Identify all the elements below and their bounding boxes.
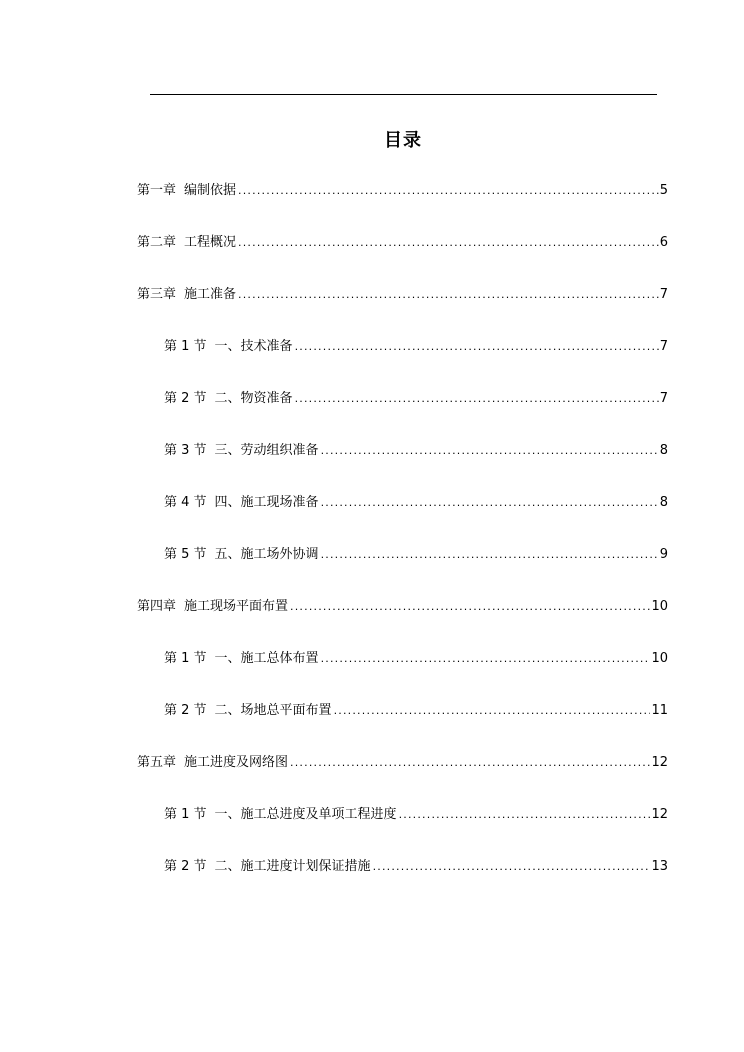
- toc-entry-title: 工程概况: [184, 235, 237, 250]
- toc-entry-label: [164, 336, 293, 358]
- toc-entry-section-3-5[interactable]: [164, 544, 668, 566]
- toc-entry-number: 第 4 节: [164, 495, 207, 510]
- toc-entry-page: 10: [651, 651, 668, 666]
- toc-entry-label: [137, 596, 288, 618]
- toc-entry-section-3-1[interactable]: [164, 336, 668, 358]
- toc-entry-number: 第 5 节: [164, 547, 207, 562]
- toc-entry-chapter-4[interactable]: [137, 596, 668, 618]
- toc-entry-number: 第 1 节: [164, 339, 207, 354]
- toc-entry-number: 第四章: [137, 599, 177, 614]
- toc-dot-leader: [321, 440, 659, 462]
- toc-entry-label: [164, 648, 319, 670]
- toc-entry-number: 第五章: [137, 755, 177, 770]
- toc-dot-leader: [290, 752, 650, 774]
- toc-entry-title: 二、场地总平面布置: [214, 703, 332, 718]
- toc-entry-label: [164, 700, 332, 722]
- toc-entry-title: 二、物资准备: [214, 391, 293, 406]
- toc-title: 目录: [384, 130, 422, 151]
- toc-entry-chapter-2[interactable]: [137, 232, 668, 254]
- toc-entry-page: 8: [659, 495, 668, 510]
- toc-entry-section-5-1[interactable]: [164, 804, 668, 826]
- toc-dot-leader: [238, 180, 659, 202]
- toc-entry-label: [164, 388, 293, 410]
- toc-dot-leader: [334, 700, 651, 722]
- toc-entry-section-3-3[interactable]: [164, 440, 668, 462]
- toc-entry-title: 一、施工总体布置: [214, 651, 319, 666]
- toc-dot-leader: [295, 388, 659, 410]
- toc-entry-number: 第三章: [137, 287, 177, 302]
- toc-dot-leader: [373, 856, 651, 878]
- toc-dot-leader: [238, 232, 659, 254]
- toc-entry-label: [137, 284, 236, 306]
- toc-entry-label: [164, 440, 319, 462]
- toc-entry-title: 五、施工场外协调: [214, 547, 319, 562]
- toc-dot-leader: [321, 492, 659, 514]
- toc-entry-section-4-1[interactable]: [164, 648, 668, 670]
- toc-entry-title: 三、劳动组织准备: [214, 443, 319, 458]
- toc-entry-label: [164, 492, 319, 514]
- toc-entry-section-4-2[interactable]: [164, 700, 668, 722]
- toc-entry-number: 第二章: [137, 235, 177, 250]
- toc-entry-page: 12: [651, 755, 668, 770]
- toc-dot-leader: [321, 648, 651, 670]
- toc-entry-label: [137, 180, 236, 202]
- toc-entry-page: 5: [659, 183, 668, 198]
- toc-entry-chapter-1[interactable]: [137, 180, 668, 202]
- toc-entry-section-5-2[interactable]: [164, 856, 668, 878]
- toc-entry-title: 施工准备: [184, 287, 237, 302]
- toc-entry-page: 6: [659, 235, 668, 250]
- toc-dot-leader: [321, 544, 659, 566]
- toc-entry-page: 9: [659, 547, 668, 562]
- toc-dot-leader: [238, 284, 659, 306]
- toc-entry-page: 7: [659, 339, 668, 354]
- toc-entry-chapter-5[interactable]: [137, 752, 668, 774]
- toc-entry-number: 第 1 节: [164, 651, 207, 666]
- toc-entry-chapter-3[interactable]: [137, 284, 668, 306]
- toc-entry-number: 第一章: [137, 183, 177, 198]
- toc-entry-title: 编制依据: [184, 183, 237, 198]
- toc-dot-leader: [399, 804, 651, 826]
- toc-entry-page: 13: [651, 859, 668, 874]
- toc-entry-label: [164, 856, 371, 878]
- toc-entry-label: [164, 804, 397, 826]
- toc-entry-title: 四、施工现场准备: [214, 495, 319, 510]
- toc-entry-section-3-4[interactable]: [164, 492, 668, 514]
- toc-entry-title: 一、施工总进度及单项工程进度: [214, 807, 397, 822]
- toc-entry-number: 第 2 节: [164, 703, 207, 718]
- toc-entry-title: 一、技术准备: [214, 339, 293, 354]
- toc-entry-title: 施工现场平面布置: [184, 599, 289, 614]
- toc-entry-page: 8: [659, 443, 668, 458]
- toc-entry-section-3-2[interactable]: [164, 388, 668, 410]
- toc-dot-leader: [290, 596, 650, 618]
- toc-entry-label: [137, 232, 236, 254]
- header-rule: [150, 94, 657, 95]
- toc-entry-label: [164, 544, 319, 566]
- toc-entry-number: 第 2 节: [164, 391, 207, 406]
- toc-entry-number: 第 2 节: [164, 859, 207, 874]
- toc-entry-page: 12: [651, 807, 668, 822]
- toc-entry-title: 二、施工进度计划保证措施: [214, 859, 371, 874]
- toc-dot-leader: [295, 336, 659, 358]
- toc-entry-number: 第 3 节: [164, 443, 207, 458]
- toc-entry-label: [137, 752, 288, 774]
- toc-entry-page: 7: [659, 287, 668, 302]
- toc-entry-page: 7: [659, 391, 668, 406]
- toc-entry-page: 11: [651, 703, 668, 718]
- toc-entry-page: 10: [651, 599, 668, 614]
- toc-entry-number: 第 1 节: [164, 807, 207, 822]
- toc-entry-title: 施工进度及网络图: [184, 755, 289, 770]
